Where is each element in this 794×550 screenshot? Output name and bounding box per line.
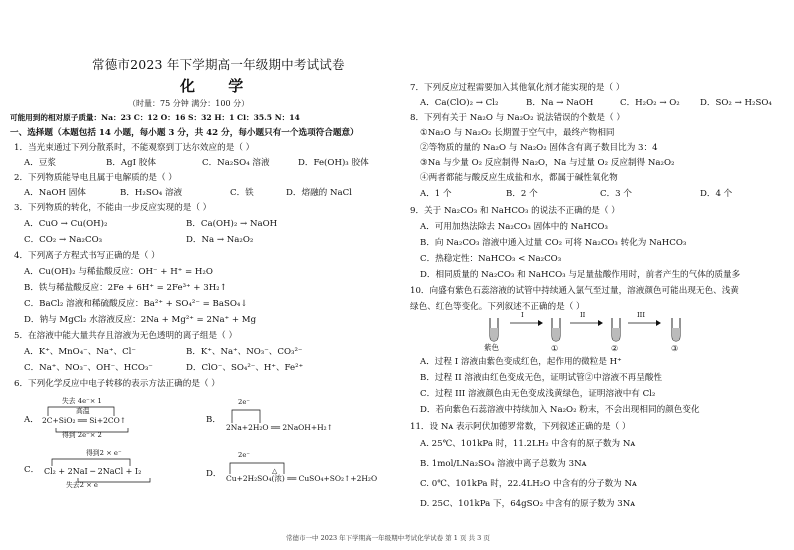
q10-stem-line2: 绿色、红色等变化。下列叙述不正确的是（ ） [410,302,585,312]
q6-option-d-label[interactable]: D． [206,469,222,479]
q3-option-c[interactable]: C．CO₂ → Na₂CO₃ [24,235,103,245]
arrow-2 [570,320,603,326]
q6-d-arrow [10,0,394,550]
tube-1-label: ① [551,344,559,353]
subject-title: 化 学 [180,77,258,95]
q4-option-a[interactable]: A．Cu(OH)₂ 与稀盐酸反应：OH⁻ + H⁺ = H₂O [24,267,213,277]
q6-option-b-label[interactable]: B． [206,415,221,425]
q6-a-equation: 2C+SiO₂ ══ Si+2CO↑ [42,416,127,425]
q1-option-c[interactable]: C．Na₂SO₄ 溶液 [202,158,270,168]
q11-option-d[interactable]: D. 25C、101kPa 下，64gSO₂ 中含有的原子数为 3Nᴀ [420,499,636,509]
arrow-1-label: I [521,311,524,319]
q5-option-c[interactable]: C．Na⁺、NO₃⁻、OH⁻、HCO₃⁻ [24,363,153,373]
q11-stem: 11．设 Nᴀ 表示阿伏加德罗常数，下列叙述正确的是（ ） [410,422,631,432]
q1-option-b[interactable]: B．AgI 胶体 [106,158,156,168]
q6-d-annotation: 2e⁻ [238,451,250,459]
q3-option-b[interactable]: B．Ca(OH)₂ → NaOH [186,219,278,229]
q6-a-lose-annotation: 失去 4e⁻× 1 [62,397,102,405]
q7-option-c[interactable]: C．H₂O₂ → O₂ [620,98,680,108]
q6-option-c-label[interactable]: C． [24,465,40,475]
q8-statement-1: ①Na₂O 与 Na₂O₂ 长期置于空气中，最终产物相同 [420,128,615,138]
q10-option-b[interactable]: B．过程 II 溶液由红色变成无色，证明试管②中溶液不再呈酸性 [420,373,663,383]
section-heading: 一、选择题（本题包括 14 小题，每小题 3 分，共 42 分，每小题只有一个选项符合题意） [10,128,359,138]
q2-option-b[interactable]: B．H₂SO₄ 溶液 [120,188,183,198]
q8-option-d[interactable]: D．4 个 [700,189,733,199]
q3-stem: 3．下列物质的转化，不能由一步反应实现的是（ ） [14,203,212,213]
tube-3-label: ③ [671,344,679,353]
q5-stem: 5．在溶液中能大量共存且溶液为无色透明的离子组是（ ） [14,331,238,341]
q6-a-gain-annotation: 得到 2e⁻× 2 [62,431,102,439]
q8-option-b[interactable]: B．2 个 [506,189,538,199]
q6-c-lose-annotation: 失去2 × e [66,481,98,489]
tube-2-label: ② [611,344,619,353]
test-tube-2 [612,318,620,341]
q4-option-d[interactable]: D．钠与 MgCl₂ 水溶液反应：2Na + Mg²⁺ = 2Na⁺ + Mg [24,315,257,325]
q7-option-a[interactable]: A．Ca(ClO)₂ → Cl₂ [420,98,499,108]
page-footer: 常德市一中 2023 年下学期高一年级期中考试化学试卷 第 1 页 共 3 页 [286,534,490,542]
q5-option-b[interactable]: B．K⁺、Na⁺、NO₃⁻、CO₃²⁻ [186,347,303,357]
q2-option-a[interactable]: A．NaOH 固体 [24,188,86,198]
test-tube-1 [552,318,560,341]
test-tube-3 [672,318,680,341]
q6-b-annotation: 2e⁻ [238,398,250,406]
q1-stem: 1．当光束通过下列分散系时，不能观察到丁达尔效应的是（ ） [14,143,255,153]
q11-option-a[interactable]: A. 25℃、101kPa 时，11.2LH₂ 中含有的原子数为 Nᴀ [420,439,636,449]
q7-option-b[interactable]: B．Na → NaOH [526,98,594,108]
q10-option-d[interactable]: D．若向紫色石蕊溶液中持续加入 Na₂O₂ 粉末，不会出现相同的颜色变化 [420,405,700,415]
q6-a-condition: 高温 [76,407,90,415]
test-tube-start [490,318,498,341]
q4-option-c[interactable]: C．BaCl₂ 溶液和稀硫酸反应：Ba²⁺ + SO₄²⁻ = BaSO₄↓ [24,299,248,309]
q5-option-a[interactable]: A．K⁺、MnO₄⁻、Na⁺、Cl⁻ [24,347,136,357]
q5-option-d[interactable]: D．ClO⁻、SO₄²⁻、H⁺、Fe²⁺ [186,363,304,373]
arrow-1 [510,320,543,326]
q8-statement-4: ④两者都能与酸反应生成盐和水，都属于碱性氧化物 [420,173,618,183]
time-info: （时量：75 分钟 满分：100 分） [128,99,250,108]
q6-c-equation: Cl₂ + 2NaI ─ 2NaCl + I₂ [44,467,142,476]
q8-statement-2: ②等物质的量的 Na₂O 与 Na₂O₂ 固体含有离子数目比为 3：4 [420,143,658,153]
q2-option-c[interactable]: C．铁 [230,188,254,198]
q3-option-a[interactable]: A．CuO → Cu(OH)₂ [24,219,108,229]
q1-option-d[interactable]: D．Fe(OH)₃ 胶体 [298,158,369,168]
q1-option-a[interactable]: A．豆浆 [24,158,56,168]
q9-option-c[interactable]: C．热稳定性：NaHCO₃ < Na₂CO₃ [420,254,562,264]
atomic-masses: 可能用到的相对原子质量：Na：23 C：12 O：16 S：32 H：1 Cl：35.5 N：14 [10,113,300,122]
q3-option-d[interactable]: D．Na → Na₂O₂ [186,235,254,245]
q7-stem: 7．下列反应过程需要加入其他氧化剂才能实现的是（ ） [410,83,625,93]
arrow-3-label: III [637,311,646,319]
q10-option-c[interactable]: C．过程 III 溶液颜色由无色变成浅黄绿色，证明溶液中有 Cl₂ [420,389,656,399]
tube-start-label: 紫色 [484,343,499,352]
q8-statement-3: ③Na 与少量 O₂ 反应制得 Na₂O，Na 与过量 O₂ 反应制得 Na₂O₂ [420,158,675,168]
q10-option-a[interactable]: A．过程 I 溶液由紫色变成红色，起作用的微粒是 H⁺ [420,357,622,367]
q9-option-a[interactable]: A．可用加热法除去 Na₂CO₃ 固体中的 NaHCO₃ [420,222,608,232]
q11-option-b[interactable]: B. 1mol/LNa₂SO₄ 溶液中离子总数为 3Nᴀ [420,459,587,469]
exam-title: 常德市2023 年下学期高一年级期中考试试卷 [92,57,345,72]
q6-d-equation: Cu+2H₂SO₄(浓) ══ CuSO₄+SO₂↑+2H₂O [226,474,378,483]
q6-c-gain-annotation: 得到2 × e⁻ [86,449,122,457]
q9-stem: 9．关于 Na₂CO₃ 和 NaHCO₃ 的说法不正确的是（ ） [410,206,620,216]
q6-stem: 6．下列化学反应中电子转移的表示方法正确的是（ ） [14,379,220,389]
arrow-3 [628,320,661,326]
q8-option-c[interactable]: C．3 个 [600,189,632,199]
q6-d-condition: △ [272,467,278,475]
q2-option-d[interactable]: D．熔融的 NaCl [286,188,352,198]
q6-b-equation: 2Na+2H₂O ══ 2NaOH+H₂↑ [226,423,333,432]
q9-option-d[interactable]: D．相同质量的 Na₂CO₃ 和 NaHCO₃ 与足量盐酸作用时，前者产生的气体的质量多 [420,270,741,280]
q7-option-d[interactable]: D．SO₂ → H₂SO₄ [700,98,772,108]
q6-option-a-label[interactable]: A． [24,415,39,425]
q9-option-b[interactable]: B．向 Na₂CO₃ 溶液中通入过量 CO₂ 可将 Na₂CO₃ 转化为 NaHCO₃ [420,238,687,248]
q4-stem: 4．下列离子方程式书写正确的是（ ） [14,251,160,261]
q11-option-c[interactable]: C. 0℃、101kPa 时，22.4LH₂O 中含有的分子数为 Nᴀ [420,479,637,489]
q4-option-b[interactable]: B．铁与稀盐酸反应：2Fe + 6H⁺ = 2Fe³⁺ + 3H₂↑ [24,283,227,293]
arrow-2-label: II [580,311,586,319]
q2-stem: 2．下列物质能导电且属于电解质的是（ ） [14,173,177,183]
q8-stem: 8．下列有关于 Na₂O 与 Na₂O₂ 说法错误的个数是（ ） [410,113,625,123]
q8-option-a[interactable]: A．1 个 [420,189,452,199]
q10-stem-line1: 10．向盛有紫色石蕊溶液的试管中持续通入氯气至过量，溶液颜色可能出现无色、浅黄 [410,286,739,296]
